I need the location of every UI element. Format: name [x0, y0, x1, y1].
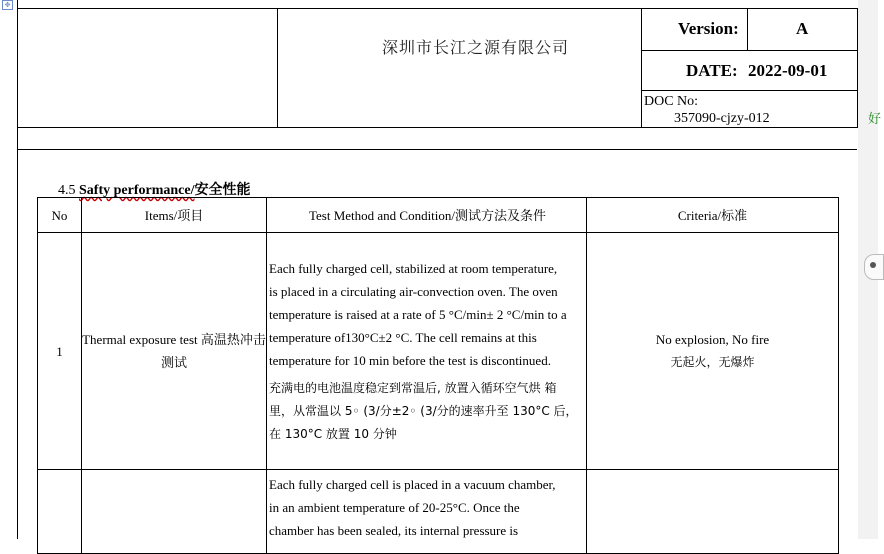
method-line: chamber has been sealed, its internal pressure is	[269, 523, 519, 538]
date-row	[642, 51, 857, 91]
date-value: 2022-09-01	[748, 61, 828, 80]
row-method	[267, 233, 587, 470]
section-title-zh: 安全性能	[194, 182, 251, 198]
method-zh-line: 充满电的电池温度稳定到常温后, 放置入循环空气烘 箱	[269, 380, 557, 395]
section-number: 4.5	[58, 183, 76, 198]
header-logo-cell	[18, 9, 278, 128]
date-label: DATE:	[686, 61, 738, 80]
table-row	[38, 470, 839, 554]
method-line: temperature is raised at a rate of 5 °C/min± 2 °C/min to a	[269, 306, 567, 322]
row-number: 1	[38, 233, 82, 470]
method-line: temperature of130°C±2 °C. The cell remains at this	[269, 329, 537, 345]
doc-no-value: 357090-cjzy-012	[674, 111, 770, 126]
method-zh-line: 在 130°C 放置 10 分钟	[269, 426, 397, 441]
row-criteria	[587, 233, 839, 470]
row-item	[82, 470, 267, 554]
method-line: is placed in a circulating air-convection oven. The oven	[269, 283, 558, 299]
method-zh-block	[269, 377, 586, 446]
method-line: Each fully charged cell is placed in a vacuum chamber,	[269, 477, 556, 492]
doc-no-label: DOC No:	[644, 94, 699, 109]
side-panel-glyph: 好	[868, 112, 882, 127]
header-no: No	[38, 198, 82, 233]
row-criteria	[587, 470, 839, 554]
header-criteria: Criteria/标准	[587, 198, 839, 233]
row-item-text: Thermal exposure test 高温热冲击测试	[82, 332, 266, 370]
row-item	[82, 233, 267, 470]
version-label: Version:	[678, 19, 739, 38]
header-items: Items/项目	[82, 198, 267, 233]
method-line: temperature for 10 min before the test is discontinued.	[269, 352, 551, 368]
method-line: in an ambient temperature of 20-25°C. Once the	[269, 500, 520, 515]
side-panel-dot-icon	[870, 262, 876, 268]
header-method: Test Method and Condition/测试方法及条件	[267, 198, 587, 233]
company-name: 深圳市长江之源有限公司	[382, 38, 570, 57]
header-company-cell	[278, 9, 642, 128]
method-line: Each fully charged cell, stabilized at room temperature,	[269, 260, 558, 276]
row-method	[267, 470, 587, 554]
method-zh-line: 里，从常温以 5◦ (3/分±2◦ (3/分的速率升至 130°C 后，	[269, 403, 578, 418]
version-value: A	[796, 19, 809, 38]
header-meta-cell	[642, 9, 858, 128]
table-row	[38, 233, 839, 470]
criteria-en: No explosion, No fire	[655, 332, 770, 347]
row-number	[38, 470, 82, 554]
header-separator	[17, 149, 857, 150]
table-move-handle-icon[interactable]: ✥	[2, 0, 13, 10]
section-heading	[58, 179, 250, 199]
table-header-row	[38, 198, 839, 233]
criteria-zh: 无起火，无爆炸	[670, 355, 755, 369]
section-title-en: Safty performance/	[79, 183, 195, 198]
version-row	[642, 9, 857, 51]
document-header	[17, 8, 858, 128]
version-divider	[747, 9, 748, 50]
safety-table	[37, 197, 839, 554]
